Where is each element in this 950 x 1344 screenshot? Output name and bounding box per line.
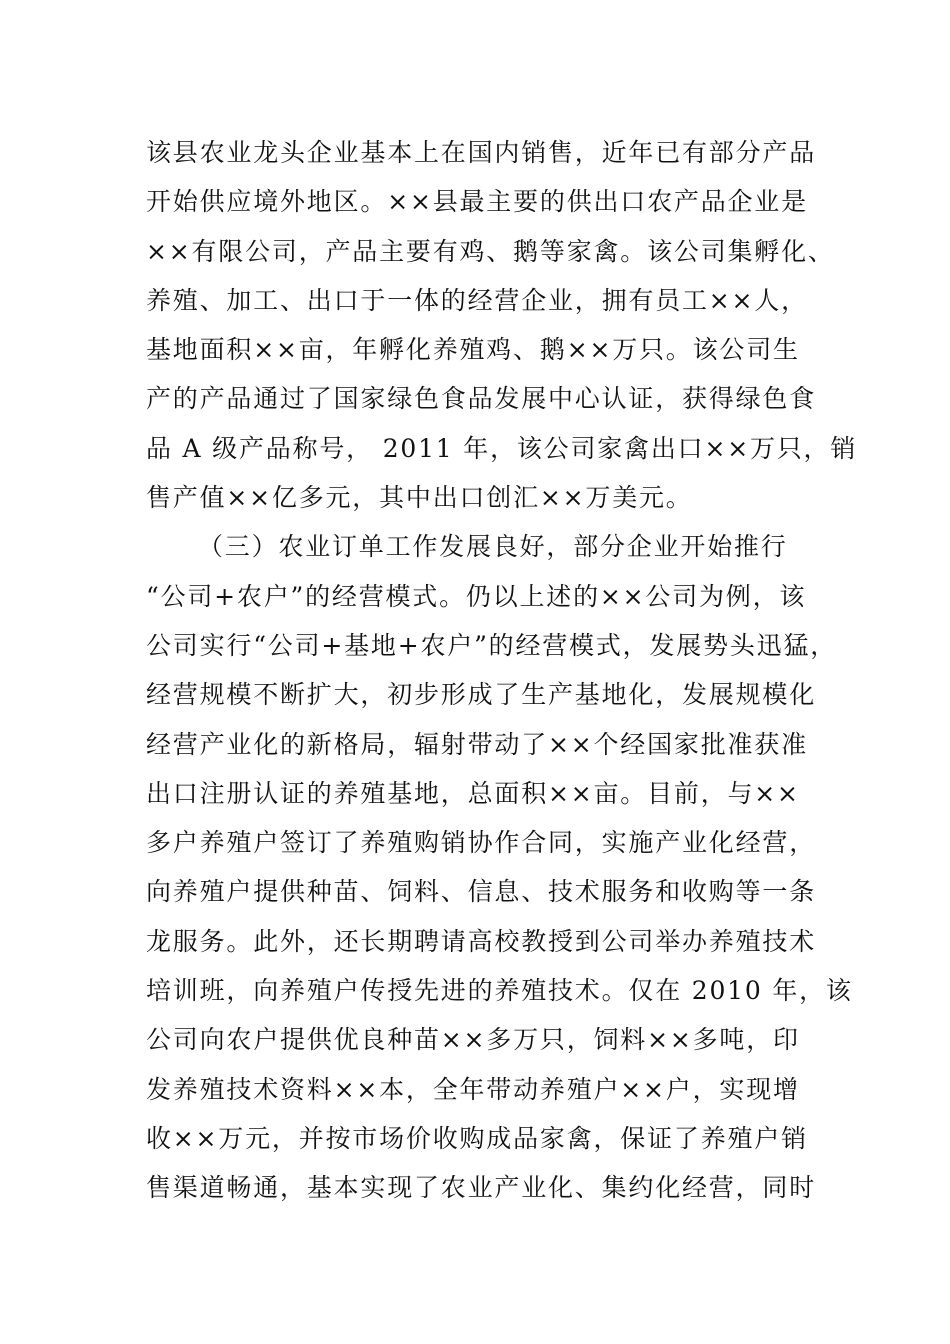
text-line-5: 基地面积××亩，年孵化养殖鸡、鹅××万只。该公司生: [146, 335, 800, 365]
text-line-11: 公司实行“公司+基地+农户”的经营模式，发展势头迅猛，: [146, 630, 838, 660]
text-line-15: 多户养殖户签订了养殖购销协作合同，实施产业化经营，: [146, 828, 817, 858]
text-line-12: 经营规模不断扩大，初步形成了生产基地化，发展规模化: [146, 680, 817, 710]
text-line-13: 经营产业化的新格局，辐射带动了××个经国家批准获准: [146, 729, 808, 759]
text-line-6: 产的产品通过了国家绿色食品发展中心认证，获得绿色食: [146, 384, 817, 414]
text-line-22: 售渠道畅通，基本实现了农业产业化、集约化经营，同时: [146, 1173, 817, 1203]
text-line-2: 开始供应境外地区。××县最主要的供出口农产品企业是: [146, 187, 808, 217]
text-line-7: 品 A 级产品称号， 2011 年，该公司家禽出口××万只，销: [146, 433, 858, 463]
text-line-20: 发养殖技术资料××本，全年带动养殖户××户，实现增: [146, 1074, 800, 1104]
section-heading-line: （三）农业订单工作发展良好，部分企业开始推行: [198, 532, 788, 562]
text-line-1: 该县农业龙头企业基本上在国内销售，近年已有部分产品: [146, 138, 817, 167]
text-line-8: 售产值××亿多元，其中出口创汇××万美元。: [146, 483, 693, 513]
text-line-21: 收××万元，并按市场价收购成品家禽，保证了养殖户销: [146, 1123, 808, 1153]
text-line-19: 公司向农户提供优良种苗××多万只，饲料××多吨，印: [146, 1025, 800, 1055]
text-line-16: 向养殖户提供种苗、饲料、信息、技术服务和收购等一条: [146, 877, 817, 907]
text-line-17: 龙服务。此外，还长期聘请高校教授到公司举办养殖技术: [146, 926, 817, 956]
text-line-18: 培训班，向养殖户传授先进的养殖技术。仅在 2010 年，该: [146, 976, 853, 1006]
document-body: [146, 128, 858, 1213]
text-line-14: 出口注册认证的养殖基地，总面积××亩。目前，与××: [146, 778, 800, 808]
text-line-3: ××有限公司，产品主要有鸡、鹅等家禽。该公司集孵化、: [146, 236, 835, 266]
text-line-4: 养殖、加工、出口于一体的经营企业，拥有员工××人，: [146, 285, 808, 315]
text-line-10: “公司+农户”的经营模式。仍以上述的××公司为例，该: [146, 581, 807, 611]
